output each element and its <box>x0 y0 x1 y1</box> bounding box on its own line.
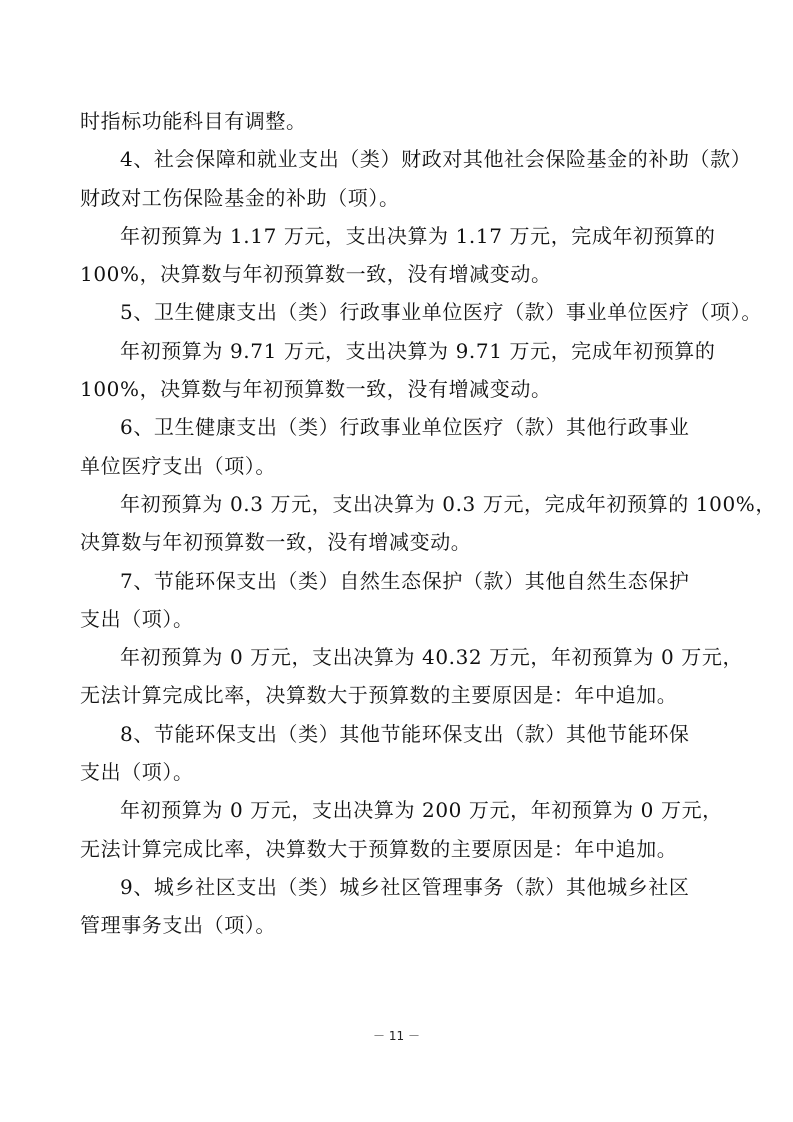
text-line-item8-heading-cont: 支出（项）。 <box>80 760 194 785</box>
text-line-item7-heading-cont: 支出（项）。 <box>80 606 194 631</box>
text-line-item7-detail: 年初预算为 0 万元，支出决算为 40.32 万元，年初预算为 0 万元， <box>120 645 744 670</box>
text-line-item4-detail-cont: 100%，决算数与年初预算数一致，没有增减变动。 <box>80 262 552 287</box>
text-line-item5-detail: 年初预算为 9.71 万元，支出决算为 9.71 万元，完成年初预算的 <box>120 338 716 363</box>
text-line-item4-heading: 4、社会保障和就业支出（类）财政对其他社会保险基金的补助（款） <box>120 147 752 172</box>
text-line-item9-heading: 9、城乡社区支出（类）城乡社区管理事务（款）其他城乡社区 <box>120 874 690 899</box>
text-line-item5-detail-cont: 100%，决算数与年初预算数一致，没有增减变动。 <box>80 377 552 402</box>
body-text <box>80 102 776 945</box>
text-line-item7-detail-cont: 无法计算完成比率，决算数大于预算数的主要原因是：年中追加。 <box>80 683 678 708</box>
text-line-item8-heading: 8、节能环保支出（类）其他节能环保支出（款）其他节能环保 <box>120 721 690 746</box>
text-line-item5-heading: 5、卫生健康支出（类）行政事业单位医疗（款）事业单位医疗（项）。 <box>120 300 762 325</box>
text-line-item6-heading-cont: 单位医疗支出（项）。 <box>80 453 276 478</box>
text-line-item9-heading-cont: 管理事务支出（项）。 <box>80 913 276 938</box>
text-line-item8-detail-cont: 无法计算完成比率，决算数大于预算数的主要原因是：年中追加。 <box>80 836 678 861</box>
text-line-item7-heading: 7、节能环保支出（类）自然生态保护（款）其他自然生态保护 <box>120 568 690 593</box>
text-line-continuation: 时指标功能科目有调整。 <box>80 109 307 133</box>
text-line-item4-detail: 年初预算为 1.17 万元，支出决算为 1.17 万元，完成年初预算的 <box>120 223 716 248</box>
text-line-item4-heading-cont: 财政对工伤保险基金的补助（项）。 <box>80 185 400 210</box>
text-line-item6-heading: 6、卫生健康支出（类）行政事业单位医疗（款）其他行政事业 <box>120 415 690 440</box>
text-line-item6-detail-cont: 决算数与年初预算数一致，没有增减变动。 <box>80 530 472 555</box>
text-line-item6-detail: 年初预算为 0.3 万元，支出决算为 0.3 万元，完成年初预算的 100%， <box>120 491 776 516</box>
page-number: － 11 － <box>373 1029 420 1043</box>
text-line-item8-detail: 年初预算为 0 万元，支出决算为 200 万元，年初预算为 0 万元， <box>120 798 723 823</box>
